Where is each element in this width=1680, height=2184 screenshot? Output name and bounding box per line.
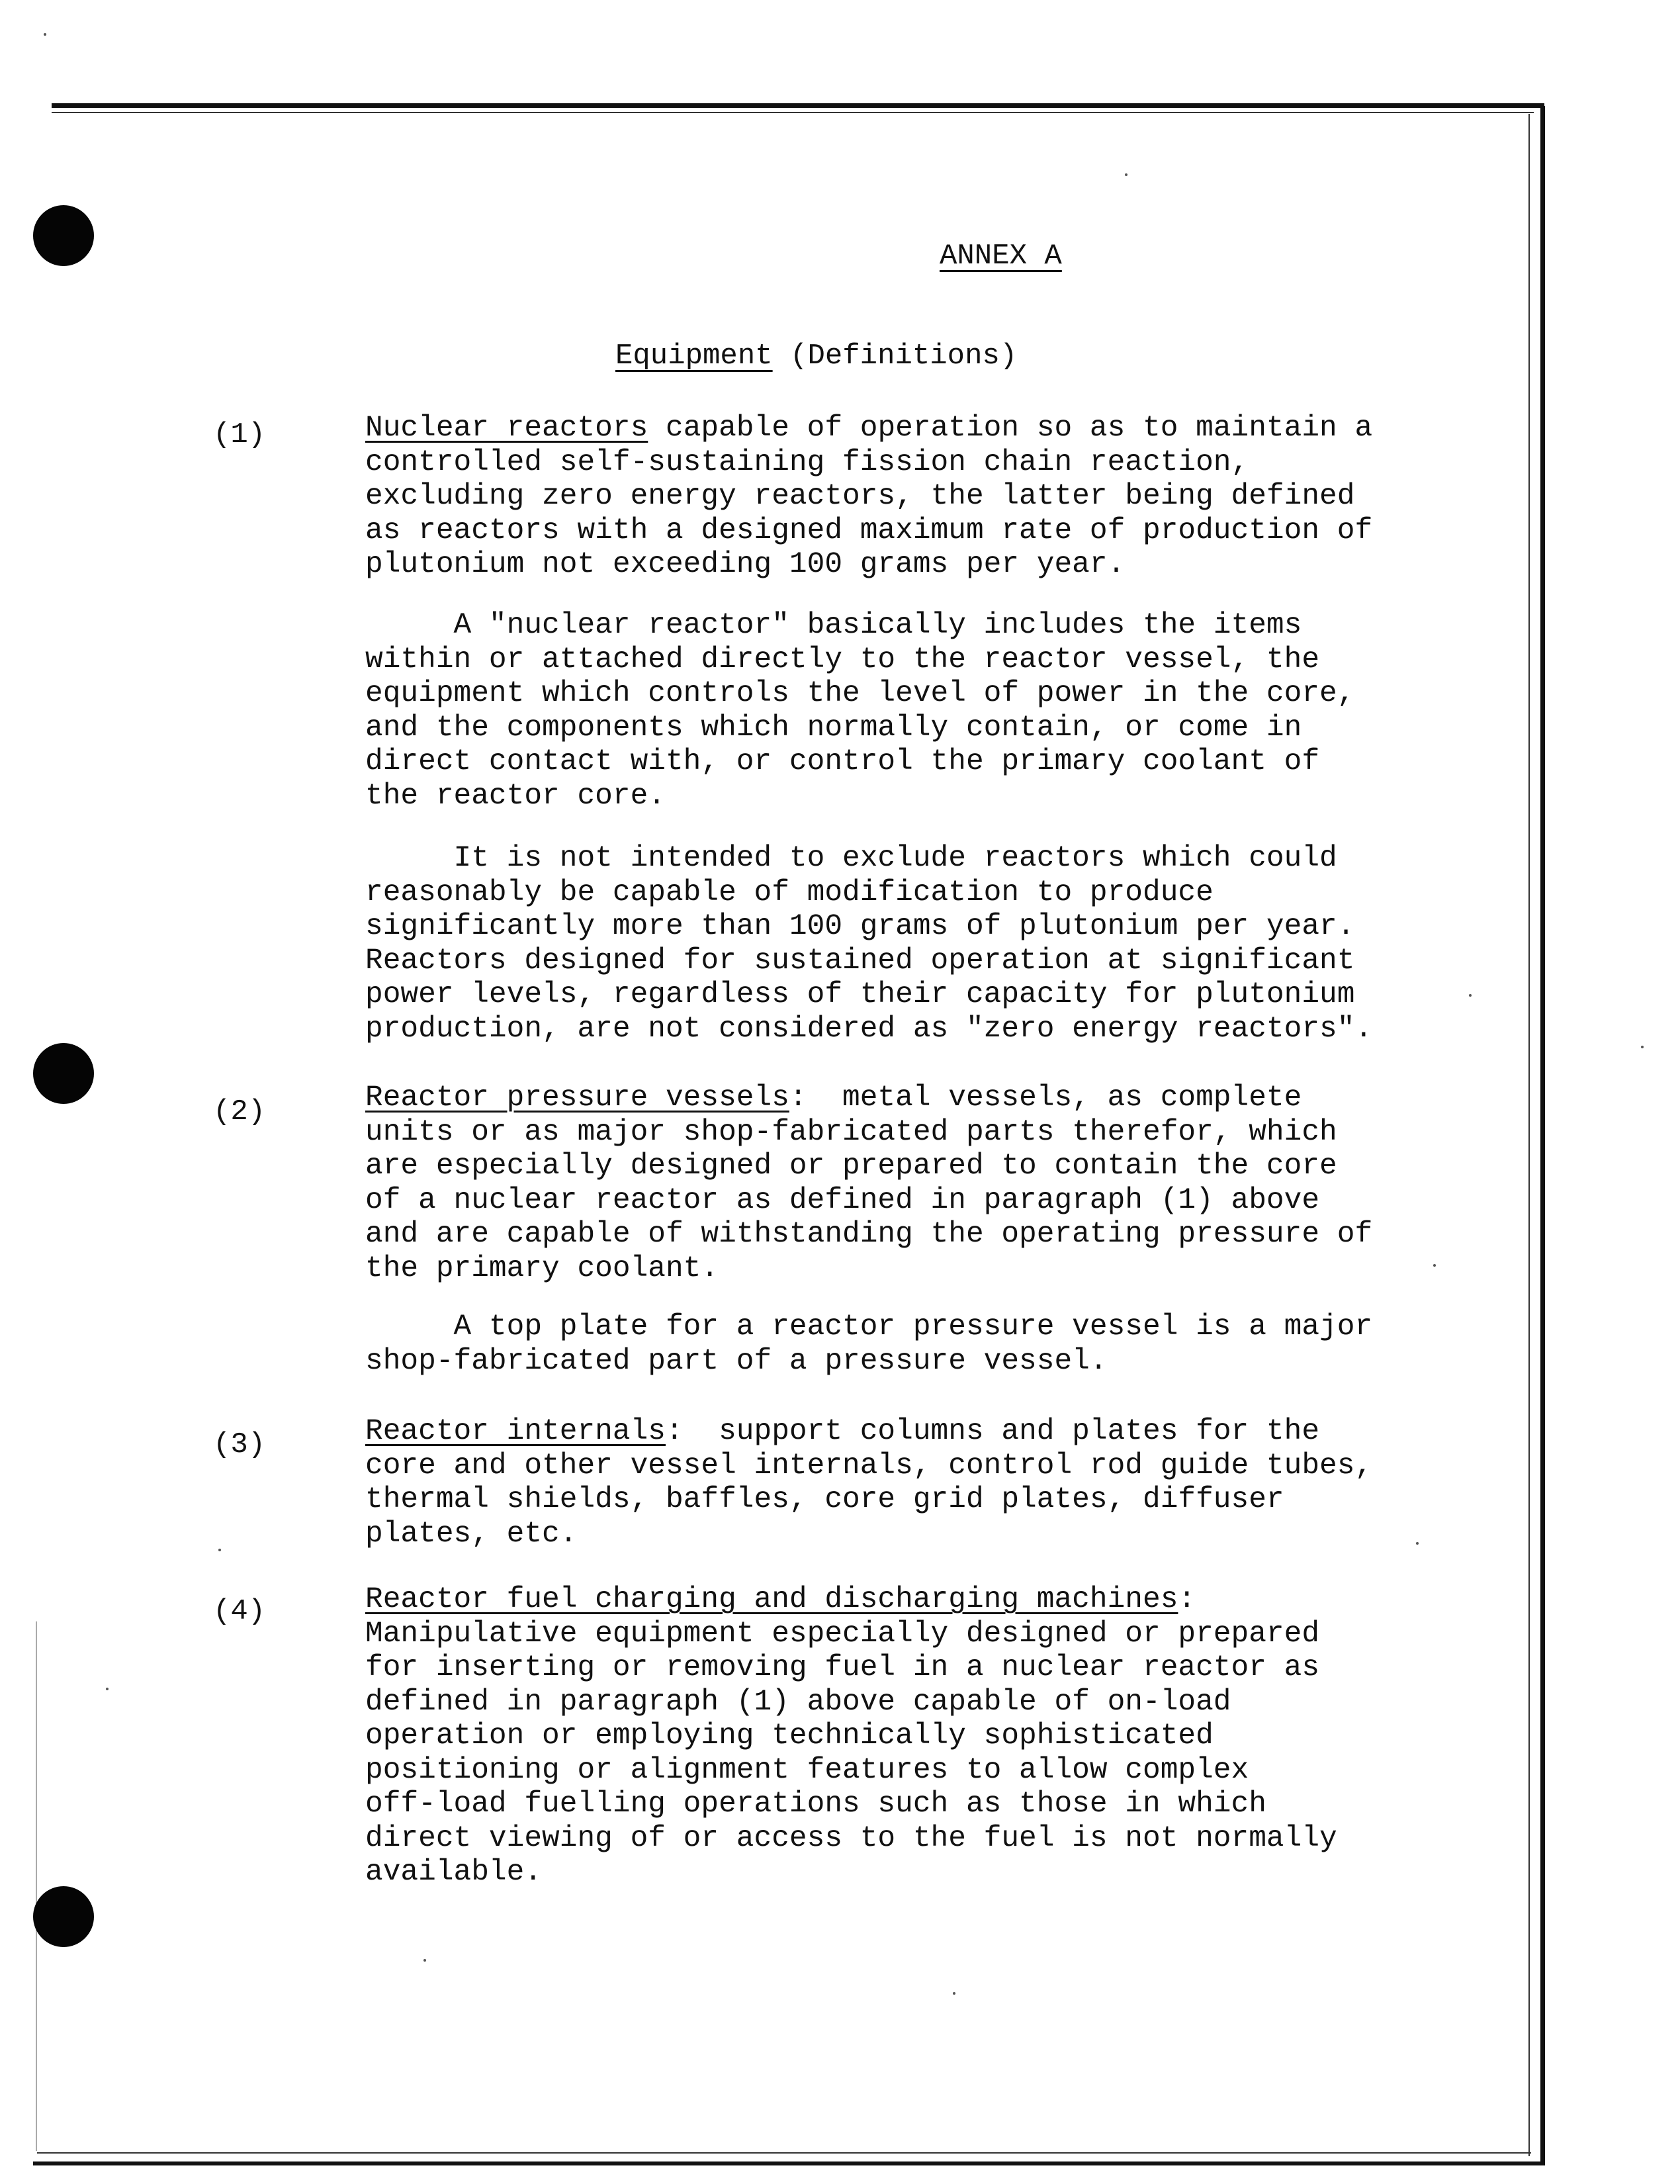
definition-paragraph — [365, 412, 1497, 582]
paragraph-line: A "nuclear reactor" basically includes the items — [365, 609, 1302, 642]
paragraph-line: units or as major shop-fabricated parts therefor, which — [365, 1115, 1337, 1149]
paragraph-line: shop-fabricated part of a pressure vessel. — [365, 1344, 1108, 1378]
page-border-top-inner — [52, 112, 1534, 113]
item-number: (4) — [213, 1595, 266, 1628]
paragraph-line: within or attached directly to the reactor vessel, the — [365, 643, 1320, 676]
paragraph-line: and are capable of withstanding the operating pressure of — [365, 1218, 1373, 1251]
paragraph-line: production, are not considered as "zero energy reactors". — [365, 1012, 1373, 1046]
paragraph-line: thermal shields, baffles, core grid plates, diffuser — [365, 1483, 1284, 1516]
paragraph-line: excluding zero energy reactors, the latter being defined — [365, 480, 1355, 513]
section-heading — [615, 340, 1017, 373]
punch-hole — [33, 1043, 94, 1104]
scan-speck — [106, 1688, 109, 1690]
paragraph-line: Manipulative equipment especially designed or prepared — [365, 1617, 1320, 1651]
note-paragraph — [365, 1310, 1497, 1379]
note-paragraph — [365, 842, 1497, 1046]
item-number: (1) — [213, 418, 266, 451]
scan-speck — [44, 33, 46, 36]
punch-hole — [33, 205, 94, 266]
page-border-top — [52, 103, 1544, 108]
paragraph-line: as reactors with a designed maximum rate of production of — [365, 514, 1373, 547]
paragraph-line: capable of operation so as to maintain a — [648, 412, 1373, 445]
paragraph-line: : support columns and plates for the — [665, 1415, 1320, 1448]
defined-term: Reactor fuel charging and discharging machines — [365, 1583, 1178, 1616]
paragraph-line: equipment which controls the level of power in the core, — [365, 677, 1355, 710]
page-border-right — [1540, 106, 1545, 2165]
paragraph-line: core and other vessel internals, control rod guide tubes, — [365, 1449, 1373, 1482]
defined-term: Reactor pressure vessels — [365, 1081, 789, 1115]
scan-speck — [1641, 1046, 1644, 1048]
paragraph-line: controlled self-sustaining fission chain reaction, — [365, 445, 1249, 479]
paragraph-line: Reactors designed for sustained operation at significant — [365, 944, 1355, 978]
definition-paragraph — [365, 1415, 1497, 1551]
definition-paragraph — [365, 1583, 1497, 1890]
paragraph-line: power levels, regardless of their capacity for plutonium — [365, 978, 1355, 1011]
annex-title: ANNEX A — [940, 240, 1062, 273]
page-border-right-inner — [1528, 114, 1530, 2156]
paragraph-line: off-load fuelling operations such as those in which — [365, 1788, 1266, 1821]
defined-term: Nuclear reactors — [365, 412, 648, 445]
paragraph-line: direct viewing of or access to the fuel is not normally — [365, 1821, 1337, 1855]
heading-term: Equipment — [615, 340, 773, 373]
item-number: (2) — [213, 1095, 266, 1128]
paragraph-line: of a nuclear reactor as defined in paragraph (1) above — [365, 1183, 1320, 1217]
page-border-bottom-inner — [37, 2152, 1531, 2154]
paragraph-line: significantly more than 100 grams of plutonium per year. — [365, 910, 1355, 943]
heading-qualifier: (Definitions) — [772, 340, 1018, 373]
paragraph-line: the primary coolant. — [365, 1251, 719, 1285]
paragraph-line: plates, etc. — [365, 1517, 578, 1551]
scan-speck — [218, 1549, 221, 1551]
page-border-left-fragment — [36, 1621, 37, 2151]
paragraph-line: direct contact with, or control the primary coolant of — [365, 745, 1320, 778]
paragraph-line: defined in paragraph (1) above capable of on-load — [365, 1685, 1231, 1719]
page-border-bottom — [33, 2161, 1545, 2165]
paragraph-line: available. — [365, 1856, 543, 1889]
paragraph-line: : metal vessels, as complete — [789, 1081, 1302, 1115]
note-paragraph — [365, 609, 1497, 813]
defined-term: Reactor internals — [365, 1415, 666, 1448]
punch-hole — [33, 1886, 94, 1947]
paragraph-line: It is not intended to exclude reactors which could — [365, 842, 1337, 875]
paragraph-line: and the components which normally contain, or come in — [365, 711, 1302, 745]
paragraph-line: are especially designed or prepared to contain the core — [365, 1150, 1337, 1183]
paragraph-line: A top plate for a reactor pressure vessel is a major — [365, 1310, 1373, 1343]
paragraph-line: for inserting or removing fuel in a nuclear reactor as — [365, 1651, 1320, 1684]
definition-paragraph — [365, 1081, 1497, 1286]
paragraph-line: reasonably be capable of modification to produce — [365, 876, 1214, 909]
scan-speck — [423, 1959, 426, 1962]
item-number: (3) — [213, 1428, 266, 1461]
scan-speck — [1125, 173, 1127, 176]
scan-speck — [953, 1992, 955, 1995]
paragraph-line: operation or employing technically sophisticated — [365, 1719, 1214, 1752]
paragraph-line: : — [1178, 1583, 1196, 1616]
paragraph-line: plutonium not exceeding 100 grams per year. — [365, 548, 1126, 581]
paragraph-line: the reactor core. — [365, 779, 666, 813]
paragraph-line: positioning or alignment features to allow complex — [365, 1753, 1249, 1787]
